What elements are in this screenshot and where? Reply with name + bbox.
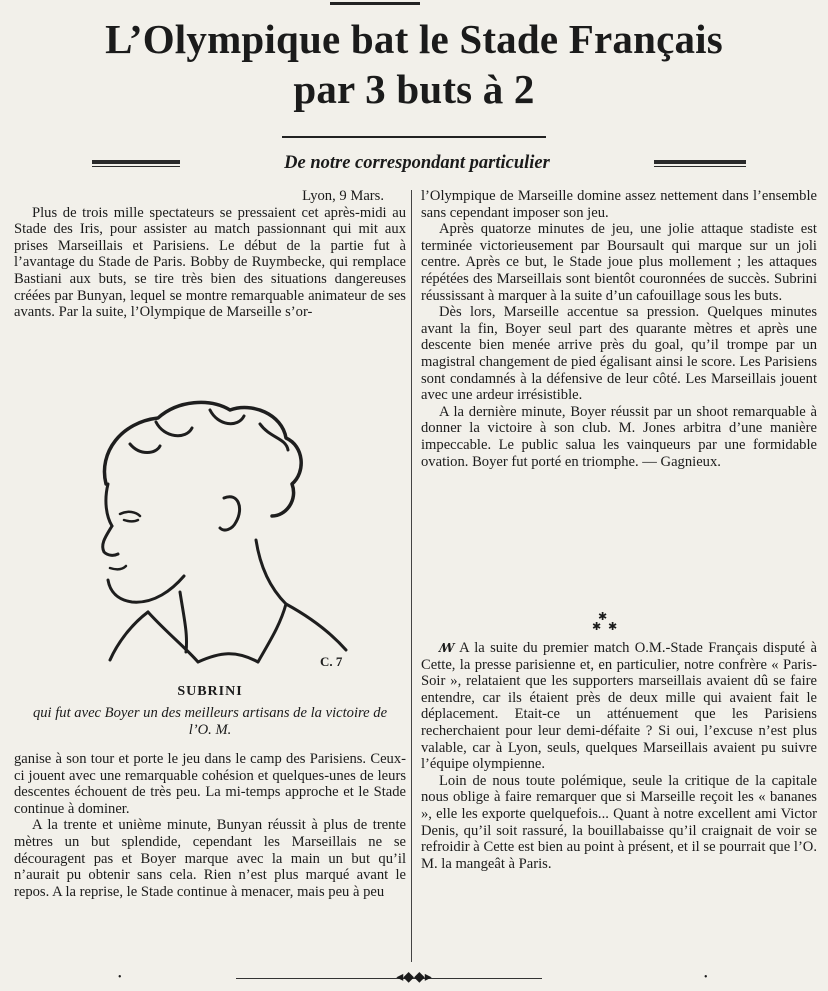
top-rule — [330, 2, 420, 5]
chin-jaw — [108, 576, 184, 602]
byline-bar — [0, 148, 828, 182]
portrait-signature: C. 7 — [320, 654, 343, 669]
right-rule-ornament — [654, 160, 746, 168]
hair-stroke — [104, 402, 301, 516]
column-left-bottom — [14, 751, 406, 900]
headline-line-2: par 3 buts à 2 — [293, 66, 535, 112]
mouth — [110, 566, 126, 569]
paragraph: Plus de trois mille spectateurs se pressaient cet après-midi au Stade des Iris, pour assister au match passionnant qui mit aux prises Marseillais et Parisiens. Le début de la partie fut à l’avantage du Stade de Paris. Bobby de Ruymbecke, qui remplace Bastiani aux buts, se tire très bien des situations dangereuses créées par Bunyan, lequel se montre remarquable animateur de ses avants. Par la suite, l’Olympique de Marseille s’or- — [14, 204, 406, 321]
headline — [8, 14, 820, 114]
column-right-bottom — [421, 640, 817, 872]
footer-dot-left: • — [118, 972, 122, 983]
asterism-ornament-icon: ✱ ✱ ✱ — [592, 611, 620, 633]
forehead — [106, 484, 112, 526]
footer-ornament-icon: ◂◆◆▸ — [396, 970, 432, 985]
shoulder — [110, 604, 346, 660]
byline-text: De notre correspondant particulier — [284, 153, 550, 173]
portrait-drawing-icon — [60, 380, 360, 680]
collar — [148, 604, 286, 662]
paragraph-mark-icon: ꟿ — [439, 641, 460, 655]
column-right-top — [421, 188, 817, 470]
paragraph: ganise à son tour et porte le jeu dans le camp des Parisiens. Ceux-ci jouent avec une remarquable cohésion et quelques-unes de leurs descentes échouent de très peu. La mi-temps approche et le Stade continue à dominer. — [14, 751, 406, 817]
column-divider — [411, 190, 412, 962]
paragraph-text: A la suite du premier match O.M.-Stade Français disputé à Cette, la presse parisienne et, en particulier, notre confrère « Paris-Soir », relataient que les supporters marseillais avaient dû se faire entendre, car ils étaient près de deux mille qui avaient fait le déplacement. Etait-ce un atténuement que les Parisiens recherchaient pour leur demi-défaite ? Si oui, l’excuse n’est plus valable, car à Lyon, seuls, quelques Marseillais avaient pu suivre l’équipe olympienne. — [421, 640, 817, 773]
nose — [103, 526, 118, 555]
footer-rule — [0, 968, 828, 988]
ear — [220, 497, 240, 530]
caption-name: SUBRINI — [177, 684, 243, 699]
headline-line-1: L’Olympique bat le Stade Français — [105, 16, 723, 62]
caption-text: qui fut avec Boyer un des meilleurs artisans de la victoire de l’O. M. — [32, 705, 388, 738]
paragraph: Après quatorze minutes de jeu, une jolie attaque stadiste est terminée victorieusement par Boursault qui marque sur un joli centre. Après ce but, le Stade joue plus mollement ; les attaques répétées des Marseillais sont bientôt couronnées de succès. Subrini réussissant à marquer à la suite d’un cafouillage sous les buts. — [421, 221, 817, 304]
paragraph: A la trente et unième minute, Bunyan réussit à plus de trente mètres un but splendide, cependant les Marseillais ne se découragent pas et Boyer marque avec la main un but qu’il n’aurait pu obtenir sans cela. Rien n’est plus marqué avant le repos. A la reprise, le Stade continue à menacer, mais peu à peu — [14, 817, 406, 900]
dateline: Lyon, 9 Mars. — [302, 188, 384, 204]
neck — [180, 540, 286, 652]
paragraph: A la dernière minute, Boyer réussit par un shoot remarquable à donner la victoire à son club. M. Jones arbitra d’une manière impeccable. Le public salua les vainqueurs par une formidable ovation. Boyer fut porté en triomphe. — Gagnieux. — [421, 403, 817, 470]
headline-rule — [282, 136, 546, 138]
paragraph: l’Olympique de Marseille domine assez nettement dans l’ensemble sans cependant imposer son jeu. — [421, 188, 817, 221]
eye — [120, 512, 140, 522]
column-left-top — [14, 188, 406, 321]
paragraph: Loin de nous toute polémique, seule la critique de la capitale nous oblige à faire remarquer que si Marseille reçoit les « bananes », elle les exporte quelquefois... Quant à notre excellent ami Victor Denis, qu’il soit rassuré, la bouillabaisse qu’il craignait de voir se refroidir à Cette est bien au point à présent, et il se pourrait que l’O. M. la mangeât à Paris. — [421, 772, 817, 872]
left-rule-ornament — [92, 160, 180, 168]
hair-curl — [130, 410, 288, 453]
paragraph — [421, 640, 817, 773]
byline — [180, 150, 654, 176]
footer-dot-right: • — [704, 972, 708, 983]
paragraph: Dès lors, Marseille accentue sa pression. Quelques minutes avant la fin, Boyer seul part des quarante mètres et après une descente bien menée arrive près du goal, qu’il trompe par un magistral changement de pied égalisant ainsi le score. Les Parisiens sont condamnés à la défensive de leur côté. Les Marseillais jouent avec une ardeur irrésistible. — [421, 304, 817, 404]
